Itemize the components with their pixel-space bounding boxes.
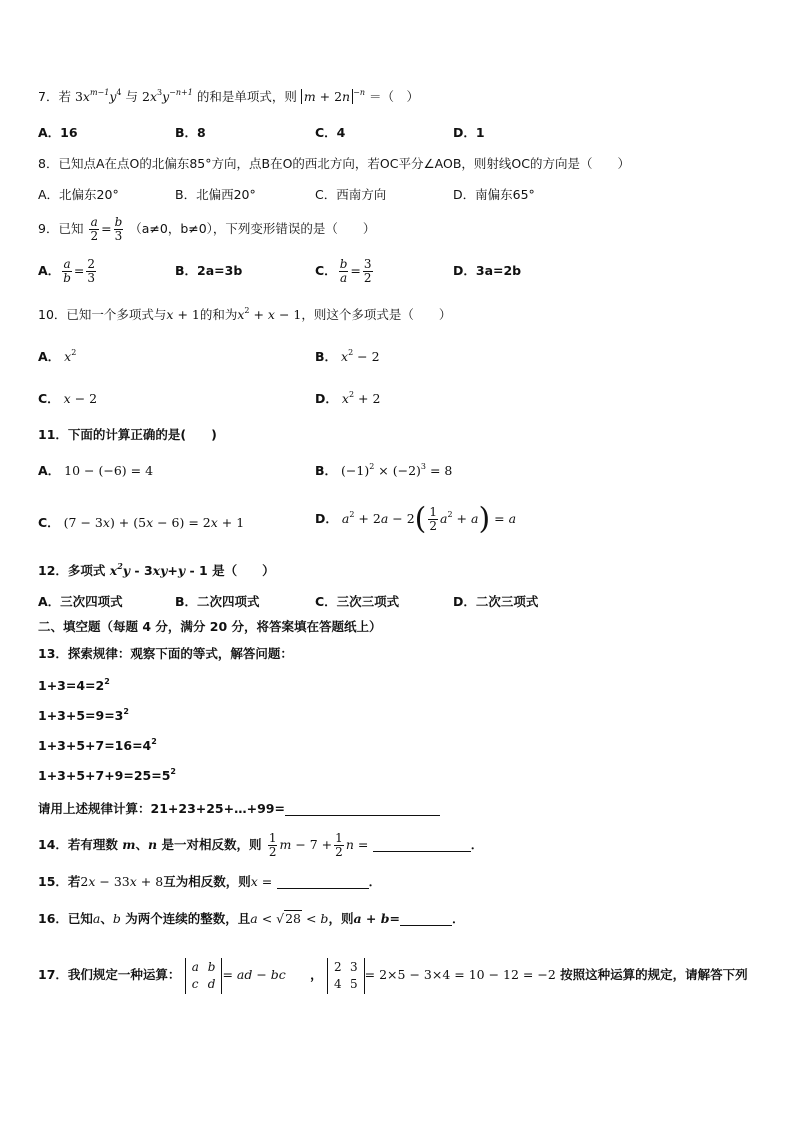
q13-equation-4: $1+3+5+7+9=25=5^2$ bbox=[38, 767, 176, 783]
q7-option-b[interactable]: B．8 bbox=[175, 125, 206, 140]
q8-option-d[interactable]: D．南偏东65° bbox=[453, 187, 535, 202]
question-10: 10．已知一个多项式与x + 1的和为$x^2 + x - 1$，则这个多项式是（ ） bbox=[38, 306, 452, 322]
q11-option-b[interactable]: B． $(-1)^2 \times (-2)^3 = 8$ bbox=[315, 462, 453, 478]
section-2-heading: 二、填空题（每题 4 分，满分 20 分，将答案填在答题纸上） bbox=[38, 619, 382, 634]
question-16: 16．已知a、b 为两个连续的整数，且a < √28 < b，则a + b= ． bbox=[38, 911, 465, 926]
q11-option-c[interactable]: C． (7 − 3x) + (5x − 6) = 2x + 1 bbox=[38, 515, 245, 530]
q13-answer-blank[interactable] bbox=[285, 801, 440, 816]
q7-option-d[interactable]: D．1 bbox=[453, 125, 485, 140]
question-15: 15．若2x − 33x + 8互为相反数，则x = ． bbox=[38, 874, 382, 889]
q9-option-c[interactable]: C． $\frac{b}{a}$ = $\frac{3}{2}$ bbox=[315, 257, 372, 285]
question-11: 11．下面的计算正确的是( ) bbox=[38, 427, 217, 442]
question-17: 17．我们规定一种运算： a b c d= ad − bc ， 2 3 4 5= 2×5 − 3×4 = 10 − 12 = −2 按照这种运算的规定，请解答下列 bbox=[38, 955, 748, 995]
q15-answer-blank[interactable] bbox=[277, 874, 369, 889]
question-9: 9．已知 $\frac{a}{2}$ = $\frac{b}{3}$ （a≠0，b≠0），下列变形错误的是（ ） bbox=[38, 215, 376, 243]
q10-option-c[interactable]: C． x − 2 bbox=[38, 391, 98, 406]
q13-equation-1: $1+3=4=2^2$ bbox=[38, 677, 110, 693]
q9-option-d[interactable]: D．3a=2b bbox=[453, 263, 522, 278]
q9-option-a[interactable]: A． $\frac{a}{b}$ = $\frac{2}{3}$ bbox=[38, 257, 95, 285]
q13-calc: 请用上述规律计算：21+23+25+…+99= bbox=[38, 800, 440, 818]
q16-answer-blank[interactable] bbox=[400, 911, 452, 926]
q8-option-b[interactable]: B．北偏西20° bbox=[175, 187, 256, 202]
q7-option-c[interactable]: C．4 bbox=[315, 125, 346, 140]
q10-option-d[interactable]: D． $x^2 + 2$ bbox=[315, 390, 381, 406]
q12-option-c[interactable]: C．三次三项式 bbox=[315, 594, 400, 609]
q13-equation-2: $1+3+5=9=3^2$ bbox=[38, 707, 129, 723]
question-13: 13．探索规律：观察下面的等式，解答问题： bbox=[38, 646, 293, 661]
q17-determinant-example: 2 3 4 5 bbox=[327, 958, 365, 994]
q13-equation-3: $1+3+5+7=16=4^2$ bbox=[38, 737, 157, 753]
question-7: 7．若 $3x^{m-1}y^4$ 与 $2x^3y^{-n+1}$ 的和是单项式，则 m + 2n $^{-n}$ ＝（ ） bbox=[38, 88, 419, 104]
question-14: 14．若有理数 m、n 是一对相反数，则 $\frac{1}{2}$ m − 7 + $\frac{1}{2}$ n = ． bbox=[38, 831, 484, 859]
question-8: 8．已知点A在点O的北偏东85°方向，点B在O的西北方向，若OC平分∠AOB，则射线OC的方向是（ ） bbox=[38, 156, 630, 171]
q12-option-a[interactable]: A．三次四项式 bbox=[38, 594, 123, 609]
q7-option-a[interactable]: A．16 bbox=[38, 125, 78, 140]
q17-determinant-definition: a b c d bbox=[185, 958, 223, 994]
q8-option-a[interactable]: A．北偏东20° bbox=[38, 187, 119, 202]
q12-option-b[interactable]: B．二次四项式 bbox=[175, 594, 260, 609]
q14-answer-blank[interactable] bbox=[373, 837, 471, 852]
q10-option-a[interactable]: A． $x^2$ bbox=[38, 348, 77, 364]
q10-option-b[interactable]: B． $x^2 - 2$ bbox=[315, 348, 380, 364]
q11-option-a[interactable]: A． 10 − (−6) = 4 bbox=[38, 463, 154, 478]
question-12: 12．多项式 $x^2y - 3xy+y - 1$ 是（ ） bbox=[38, 561, 275, 578]
q12-option-d[interactable]: D．二次三项式 bbox=[453, 594, 539, 609]
q11-option-d[interactable]: D． $a^2 + 2a - 2$( $\frac{1}{2}$ $a^2 + a) = a$ bbox=[315, 501, 517, 537]
q9-option-b[interactable]: B．2a=3b bbox=[175, 263, 243, 278]
q8-option-c[interactable]: C．西南方向 bbox=[315, 187, 387, 202]
